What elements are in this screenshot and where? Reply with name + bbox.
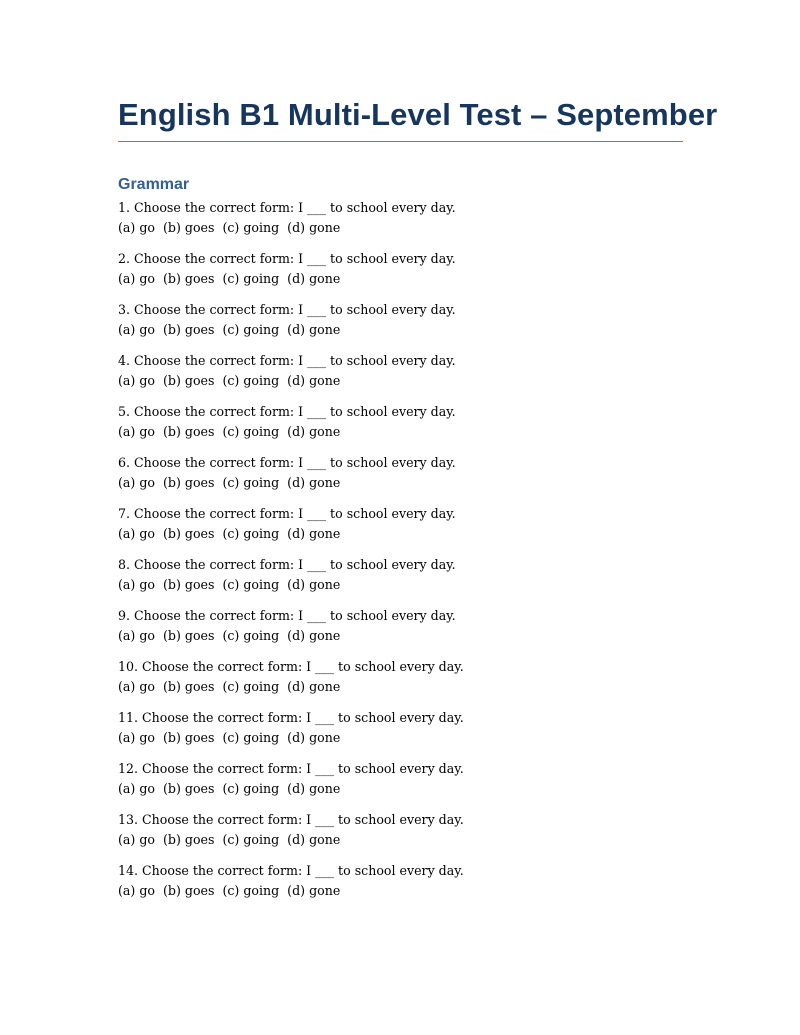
question-prompt: 3. Choose the correct form: I ___ to school every day. xyxy=(118,302,456,317)
question-options xyxy=(118,830,683,850)
question-options-text: (a) go (b) goes (c) going (d) gone xyxy=(118,474,341,490)
question-options xyxy=(118,524,683,544)
document-page xyxy=(118,95,718,912)
question-options-text: (a) go (b) goes (c) going (d) gone xyxy=(118,831,341,847)
question-item xyxy=(118,402,683,441)
question-options xyxy=(118,371,683,391)
question-item xyxy=(118,810,683,849)
question-options xyxy=(118,779,683,799)
question-item xyxy=(118,861,683,900)
question-item xyxy=(118,249,683,288)
section-heading-grammar: Grammar xyxy=(118,176,190,193)
question-options xyxy=(118,320,683,340)
question-item xyxy=(118,555,683,594)
question-options xyxy=(118,269,683,289)
question-options-text: (a) go (b) goes (c) going (d) gone xyxy=(118,576,341,592)
question-options-text: (a) go (b) goes (c) going (d) gone xyxy=(118,678,341,694)
question-options-text: (a) go (b) goes (c) going (d) gone xyxy=(118,219,341,235)
question-options xyxy=(118,626,683,646)
question-options-text: (a) go (b) goes (c) going (d) gone xyxy=(118,882,341,898)
question-prompt: 10. Choose the correct form: I ___ to school every day. xyxy=(118,659,464,674)
question-prompt: 12. Choose the correct form: I ___ to school every day. xyxy=(118,761,464,776)
question-options-text: (a) go (b) goes (c) going (d) gone xyxy=(118,780,341,796)
question-prompt: 13. Choose the correct form: I ___ to school every day. xyxy=(118,812,464,827)
question-prompt: 4. Choose the correct form: I ___ to school every day. xyxy=(118,353,456,368)
question-options-text: (a) go (b) goes (c) going (d) gone xyxy=(118,423,341,439)
question-item xyxy=(118,708,683,747)
question-prompt: 2. Choose the correct form: I ___ to school every day. xyxy=(118,251,456,266)
question-item xyxy=(118,198,683,237)
question-options xyxy=(118,473,683,493)
question-options xyxy=(118,728,683,748)
question-options xyxy=(118,575,683,595)
question-prompt: 6. Choose the correct form: I ___ to school every day. xyxy=(118,455,456,470)
question-item xyxy=(118,606,683,645)
question-item xyxy=(118,759,683,798)
document-title: English B1 Multi-Level Test – September xyxy=(118,95,683,142)
question-item xyxy=(118,300,683,339)
question-item xyxy=(118,351,683,390)
question-options xyxy=(118,218,683,238)
question-options-text: (a) go (b) goes (c) going (d) gone xyxy=(118,270,341,286)
question-options-text: (a) go (b) goes (c) going (d) gone xyxy=(118,729,341,745)
question-item xyxy=(118,504,683,543)
question-options-text: (a) go (b) goes (c) going (d) gone xyxy=(118,321,341,337)
question-options xyxy=(118,881,683,901)
question-prompt: 8. Choose the correct form: I ___ to school every day. xyxy=(118,557,456,572)
question-prompt: 9. Choose the correct form: I ___ to school every day. xyxy=(118,608,456,623)
question-options-text: (a) go (b) goes (c) going (d) gone xyxy=(118,627,341,643)
question-prompt: 7. Choose the correct form: I ___ to school every day. xyxy=(118,506,456,521)
question-options-text: (a) go (b) goes (c) going (d) gone xyxy=(118,525,341,541)
question-options xyxy=(118,677,683,697)
question-prompt: 5. Choose the correct form: I ___ to school every day. xyxy=(118,404,456,419)
question-prompt: 14. Choose the correct form: I ___ to school every day. xyxy=(118,863,464,878)
question-prompt: 11. Choose the correct form: I ___ to school every day. xyxy=(118,710,464,725)
question-options-text: (a) go (b) goes (c) going (d) gone xyxy=(118,372,341,388)
question-list xyxy=(118,198,683,900)
question-item xyxy=(118,657,683,696)
question-item xyxy=(118,453,683,492)
question-prompt: 1. Choose the correct form: I ___ to school every day. xyxy=(118,200,456,215)
question-options xyxy=(118,422,683,442)
